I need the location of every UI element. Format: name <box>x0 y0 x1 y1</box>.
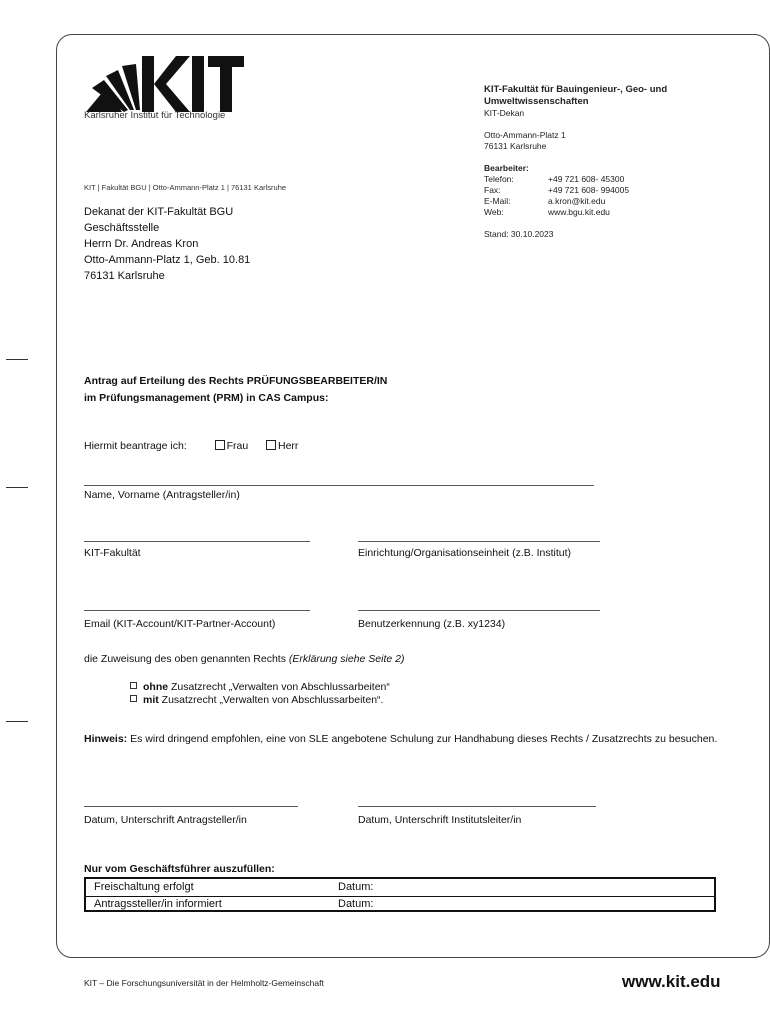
checkbox-mit[interactable] <box>130 695 137 702</box>
contact-value: www.bgu.kit.edu <box>548 207 610 217</box>
email-field[interactable] <box>84 610 310 611</box>
checkbox-frau[interactable] <box>215 440 225 450</box>
row-label: Freischaltung erfolgt <box>94 881 194 893</box>
option-herr-label: Herr <box>278 440 299 452</box>
contact-value: +49 721 608- 994005 <box>548 185 630 195</box>
address-line: Geschäftsstelle <box>84 222 160 234</box>
row-date[interactable]: Datum: <box>338 881 374 893</box>
name-field-label: Name, Vorname (Antragsteller/in) <box>84 489 240 501</box>
address-line: Dekanat der KIT-Fakultät BGU <box>84 206 234 218</box>
address-line: 76131 Karlsruhe <box>84 270 165 282</box>
option-mit <box>130 694 390 707</box>
signature-institute-label: Datum, Unterschrift Institutsleiter/in <box>358 814 522 826</box>
faculty-street: Otto-Ammann-Platz 1 <box>484 130 566 140</box>
logo-subtitle: Karlsruher Institut für Technologie <box>84 110 226 121</box>
faculty-field-label: KIT-Fakultät <box>84 547 141 559</box>
username-field[interactable] <box>358 610 600 611</box>
checkbox-herr[interactable] <box>266 440 276 450</box>
signature-applicant-label: Datum, Unterschrift Antragsteller/in <box>84 814 247 826</box>
unit-field[interactable] <box>358 541 600 542</box>
faculty-role: KIT-Dekan <box>484 108 525 118</box>
assignment-note: (Erklärung siehe Seite 2) <box>288 653 405 665</box>
title-line-2: im Prüfungsmanagement (PRM) in CAS Campus: <box>84 392 329 404</box>
username-field-label: Benutzerkennung (z.B. xy1234) <box>358 618 506 630</box>
signature-applicant-field[interactable] <box>84 806 298 807</box>
email-field-label: Email (KIT-Account/KIT-Partner-Account) <box>84 618 276 630</box>
hint-body: Es wird dringend empfohlen, eine von SLE angebotene Schulung zur Handhabung dieses Rechts / Zusatzrechts zu besuchen. <box>127 733 718 745</box>
manager-heading: Nur vom Geschäftsführer auszufüllen: <box>84 863 275 875</box>
editor-label: Bearbeiter: <box>484 163 529 173</box>
contact-list <box>484 174 704 218</box>
contact-label: Fax: <box>484 185 501 195</box>
faculty-field[interactable] <box>84 541 310 542</box>
form-title <box>84 373 387 407</box>
request-row <box>84 440 298 452</box>
footer-tagline: KIT – Die Forschungsuniversität in der Helmholtz-Gemeinschaft <box>84 978 324 988</box>
option-ohne <box>130 681 390 694</box>
fold-mark <box>6 359 28 360</box>
unit-field-label: Einrichtung/Organisationseinheit (z.B. Institut) <box>358 547 572 559</box>
recipient-address <box>84 204 250 284</box>
option-frau-label: Frau <box>226 440 249 452</box>
assignment-options <box>130 681 390 707</box>
manager-table <box>84 877 716 912</box>
checkbox-ohne[interactable] <box>130 682 137 689</box>
contact-label: Telefon: <box>484 174 514 184</box>
address-line: Herrn Dr. Andreas Kron <box>84 238 199 250</box>
row-date[interactable]: Datum: <box>338 898 374 910</box>
contact-value: +49 721 608- 45300 <box>548 174 625 184</box>
sender-line: KIT | Fakultät BGU | Otto-Ammann-Platz 1 | 76131 Karlsruhe <box>84 183 287 192</box>
table-row <box>86 896 714 913</box>
name-field[interactable] <box>84 485 594 486</box>
signature-institute-field[interactable] <box>358 806 596 807</box>
footer-website[interactable]: www.kit.edu <box>622 972 721 991</box>
faculty-title: KIT-Fakultät für Bauingenieur-, Geo- und Umweltwissenschaften <box>484 84 668 107</box>
hint-label: Hinweis: <box>84 733 128 745</box>
hint-text <box>84 732 724 747</box>
document-date: Stand: 30.10.2023 <box>484 229 554 239</box>
row-label: Antragssteller/in informiert <box>94 898 222 910</box>
kit-logo <box>84 54 244 114</box>
contact-label: Web: <box>484 207 504 217</box>
fold-mark <box>6 487 28 488</box>
fold-mark <box>6 721 28 722</box>
faculty-info <box>484 84 704 240</box>
assignment-sentence: die Zuweisung des oben genannten Rechts <box>84 653 289 665</box>
option-ohne-text: Zusatzrecht „Verwalten von Abschlussarbeiten“ <box>168 681 390 693</box>
option-mit-text: Zusatzrecht „Verwalten von Abschlussarbeiten“. <box>158 694 384 706</box>
faculty-city: 76131 Karlsruhe <box>484 141 547 151</box>
assignment-text <box>84 653 404 665</box>
option-ohne-bold: ohne <box>143 681 169 693</box>
title-line-1: Antrag auf Erteilung des Rechts PRÜFUNGSBEARBEITER/IN <box>84 375 388 387</box>
table-row <box>86 880 714 896</box>
contact-label: E-Mail: <box>484 196 511 206</box>
option-mit-bold: mit <box>143 694 159 706</box>
address-line: Otto-Ammann-Platz 1, Geb. 10.81 <box>84 254 251 266</box>
request-label: Hiermit beantrage ich: <box>84 440 187 452</box>
contact-value: a.kron@kit.edu <box>548 196 606 206</box>
